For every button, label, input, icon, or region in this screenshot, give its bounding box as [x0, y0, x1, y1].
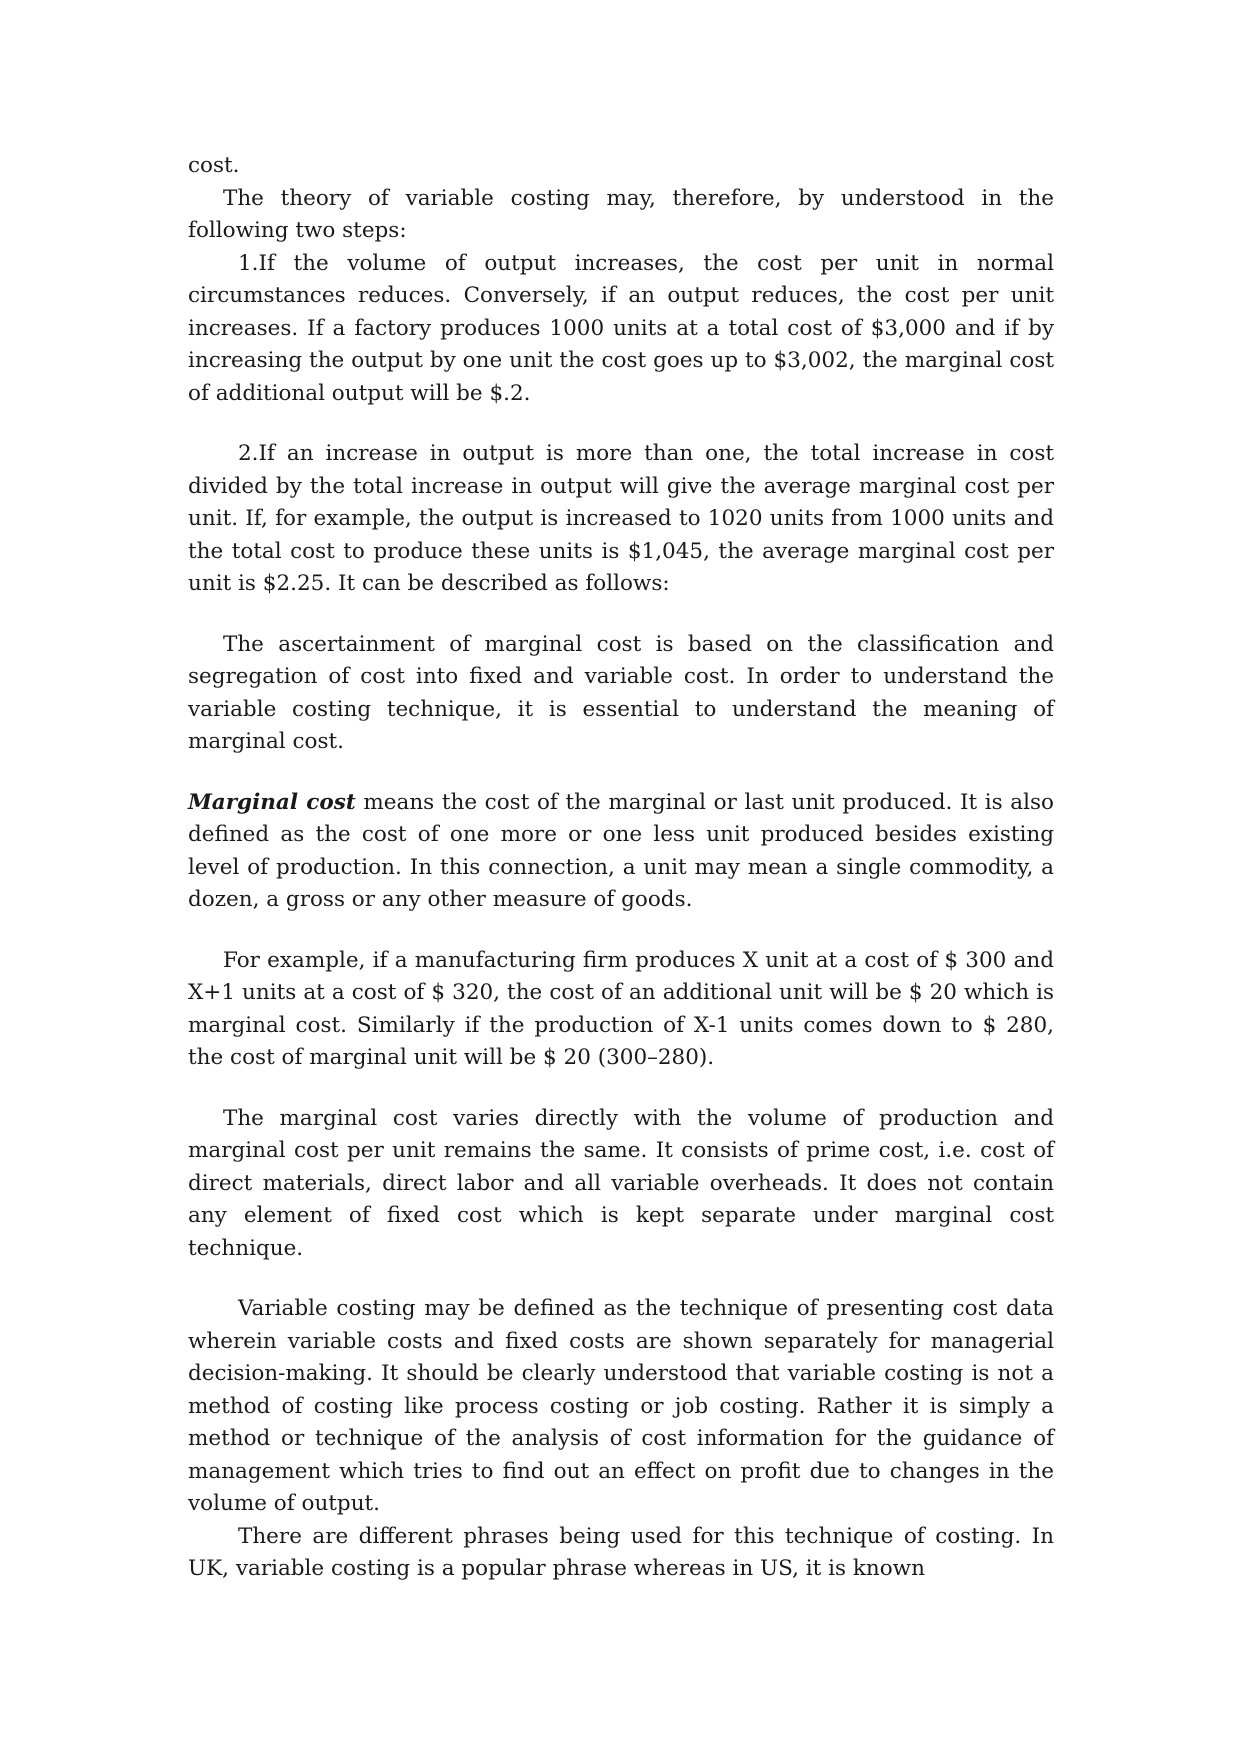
paragraph-ascertainment: The ascertainment of marginal cost is based on the classification and segregation of cost into fixed and variable cost. In order to understand the variable costing technique, it is essential to understand the meaning of marginal cost.	[188, 631, 1054, 754]
paragraph-phrases: There are different phrases being used for this technique of costing. In UK, variable costing is a popular phrase whereas in US, it is known	[188, 1523, 1054, 1581]
paragraph-marginal-cost-body: means the cost of the marginal or last unit produced. It is also defined as the cost of one more or one less unit produced besides existing level of production. In this connection, a unit may mean a single commodity, a dozen, a gross or any other measure of goods.	[188, 789, 1054, 912]
paragraph-theory-intro: The theory of variable costing may, therefore, by understood in the following two steps:	[188, 185, 1054, 243]
paragraph-variable-costing-definition: Variable costing may be defined as the technique of presenting cost data wherein variable costs and fixed costs are shown separately for managerial decision-making. It should be clearly understood that variable costing is not a method of costing like process costing or job costing. Rather it is simply a method or technique of the analysis of cost information for the guidance of management which tries to find out an effect on profit due to changes in the volume of output.	[188, 1296, 1054, 1516]
paragraph-marginal-cost-varies: The marginal cost varies directly with the volume of production and marginal cost per unit remains the same. It consists of prime cost, i.e. cost of direct materials, direct labor and all variable overheads. It does not contain any element of fixed cost which is kept separate under marginal cost technique.	[188, 1105, 1054, 1261]
paragraph-step-2: 2.If an increase in output is more than one, the total increase in cost divided by the total increase in output will give the average marginal cost per unit. If, for example, the output is increased to 1020 units from 1000 units and the total cost to produce these units is $1,045, the average marginal cost per unit is $2.25. It can be described as follows:	[188, 441, 1054, 596]
document-page	[188, 150, 1054, 1586]
paragraph-example: For example, if a manufacturing firm produces X unit at a cost of $ 300 and X+1 units at a cost of $ 320, the cost of an additional unit will be $ 20 which is marginal cost. Similarly if the production of X-1 units comes down to $ 280, the cost of marginal unit will be $ 20 (300–280).	[188, 947, 1054, 1070]
paragraph-fragment: cost.	[188, 153, 240, 178]
term-marginal-cost: Marginal cost	[188, 789, 356, 815]
paragraph-step-1: 1.If the volume of output increases, the cost per unit in normal circumstances reduces. Conversely, if an output reduces, the cost per unit increases. If a factory produces 1000 units at a total cost of $3,000 and if by increasing the output by one unit the cost goes up to $3,002, the marginal cost of additional output will be $.2.	[188, 250, 1054, 406]
paragraph-marginal-cost-definition	[188, 787, 1054, 917]
